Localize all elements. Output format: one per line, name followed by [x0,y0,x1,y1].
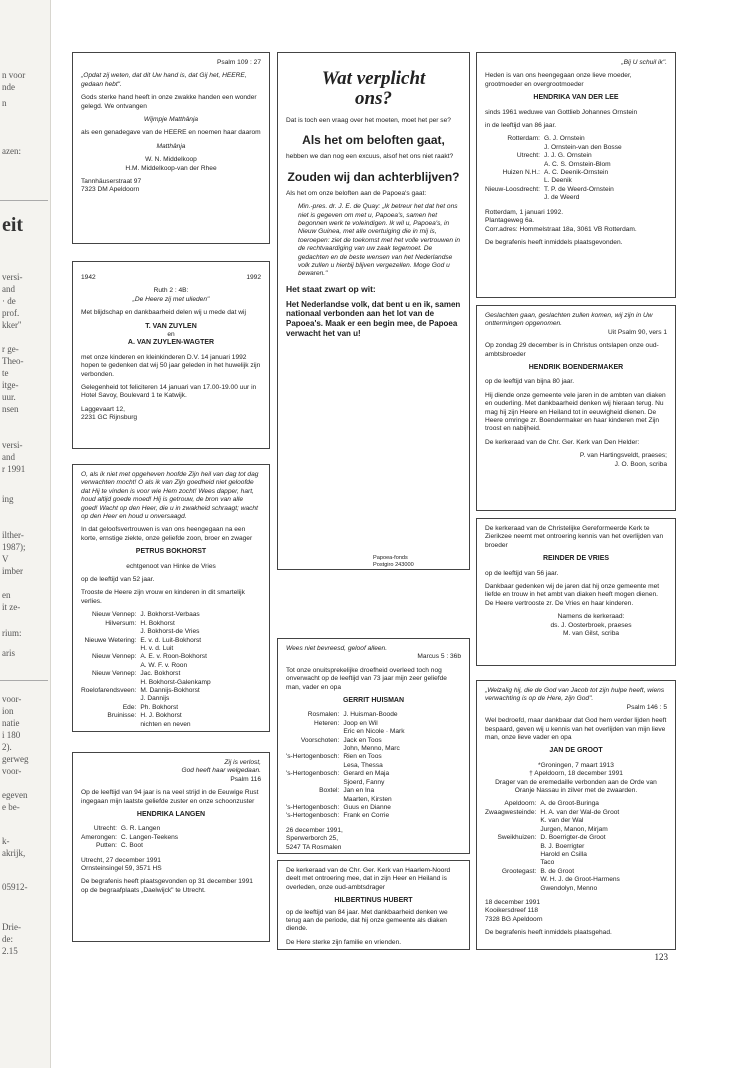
family-place [286,779,339,787]
body-text: Op zondag 29 december is in Christus ontslapen onze oud-ambtsbroeder [485,342,659,358]
family-place: Bruinisse: [107,712,137,720]
margin-fragment: V [2,554,9,564]
family-member: A. C. S. Ornstein-Blom [543,160,611,168]
family-member: Eric en Nicole · Mark [343,728,405,736]
margin-fragment: 2.15 [2,946,18,956]
deceased-name: REINDER DE VRIES [542,555,610,563]
deceased-name: JAN DE GROOT [549,747,603,755]
margin-fragment: akrijk, [2,848,26,858]
birth-announcement-middelkoop [72,52,270,244]
family-member: Gwendolyn, Menno [540,884,598,892]
body-text: Als het om onze beloften aan de Papoea's gaat: [286,189,427,197]
margin-fragment: te [2,368,9,378]
bible-reference: Ruth 2 : 4B: [153,287,189,295]
address-line: Corr.adres: Hommelstraat 18a, 3061 VB Rotterdam. [485,225,637,233]
family-member: J. Dannijs [140,695,170,703]
body-text: Hij diende onze gemeente vele jaren in de ambten van diaken en ouderling. Met dankbaarheid denken wij hieraan terug. Nu mag hij zijn Heere en Heiland tot in eeuwigheid dienen. De Heere omringe zr. Boendermaker en haar kinderen met Zijn troost en nabijheid. [485,391,666,433]
quote: Min.-pres. dr. J. E. de Quay: „Ik betreur het dat het ons niet is gegeven om met u, Papoea's, samen het begonnen werk te voleindigen. Ik wil u, Papoea's, in Nieuw Guinea, met alle overtuiging die in mij is, toeroepen: ziet de toekomst met het volle vertrouwen in de rechtvaardiging van uw zaak tegemoet. De gedachten en de beste wensen van het Nederlandse volk zullen u hierbij blijven vergezellen. Moge God u bewaren." [298,203,461,278]
margin-fragment: versi- [2,272,23,282]
address-line: 5247 TA Rosmalen [286,843,342,851]
quote: „Opdat zij weten, dat dit Uw hand is, dat Gij het, HEERE, gedaan hebt". [81,72,247,88]
family-place [485,851,536,859]
person-name: A. VAN ZUYLEN-WAGTER [127,339,215,347]
anniversary-announcement-van-zuylen [72,261,270,449]
body-text: De Here sterke zijn familie en vrienden. [286,938,402,946]
margin-fragment: gerweg [2,754,29,764]
signature: ds. J. Oosterbroek, praeses [550,621,632,629]
family-member: Sjoerd, Fanny [343,778,385,786]
family-place: 's-Hertogenbosch: [286,803,340,811]
family-place [286,762,339,770]
margin-fragment: ilther- [2,530,24,540]
family-member: A. W. F. v. Roon [140,661,188,669]
family-place [485,843,536,851]
family-member: J. Huisman-Boode [343,711,398,719]
family-member: D. Boerrigter-de Groot [540,834,606,842]
appeal-subheading: Als het om beloften gaat, [302,133,445,148]
margin-fragment: nsen [2,404,19,414]
date-line: Utrecht, 27 december 1991 [81,856,161,864]
family-member: G. R. Langen [120,825,161,833]
margin-fragment: Theo- [2,356,24,366]
family-member: H. Bokhorst-Galenkamp [140,678,211,686]
bible-reference: Psalm 116 [230,775,261,783]
margin-fragment: 2). [2,742,12,752]
family-member: A. C. Deenik-Ornstein [543,169,609,177]
margin-fragment: i 180 [2,730,21,740]
fund-line: Papoea-fonds [373,555,408,561]
body-text: sinds 1961 weduwe van Gottlieb Johannes Ornstein [485,108,638,116]
fund-details [373,555,431,570]
margin-fragment: Drie- [2,922,21,932]
family-place: Rosmalen: [307,711,340,719]
date-line: 26 december 1991, [286,826,343,834]
family-place [81,628,136,636]
obituary-gerrit-huisman [277,638,470,854]
margin-fragment: de: [2,934,13,944]
body-text: De kerkeraad van de Chr. Ger. Kerk van Den Helder: [485,438,640,446]
family-place: Apeldoorn: [504,800,537,808]
family-member: Ph. Bokhorst [140,703,179,711]
family-place [485,859,536,867]
margin-fragment: itge- [2,380,19,390]
address-line: Ornsteinsingel 59, 3571 HS [81,865,162,873]
family-member: Jurgen, Manon, Mirjam [540,825,608,833]
divider [0,200,48,201]
family-place [485,826,536,834]
margin-fragment: prof. [2,308,20,318]
margin-fragment: uur. [2,392,16,402]
child-name: Matthânja [156,142,186,150]
family-place: Nieuwe Wetering: [84,636,137,644]
family-place: 's-Hertogenbosch: [286,770,340,778]
family-member: Jan en Ina [343,787,375,795]
body-text: Gods sterke hand heeft in onze zwakke handen een wonder gelegd. We ontvangen [81,94,257,110]
fund-line [373,569,431,570]
margin-fragment: natie [2,718,20,728]
obituary-reinder-de-vries [476,518,676,666]
body-text: Dat is toch een vraag over het moeten, moet het per se? [286,117,451,124]
spouse-line: echtgenoot van Hinke de Vries [126,562,216,570]
margin-fragment: voor- [2,766,22,776]
appeal-subheading: Het staat zwart op wit: [286,283,376,294]
quote: „Welzalig hij, die de God van Jacob tot zijn hulpe heeft, wiens verwachting is op de Here, zijn God". [485,687,665,703]
margin-fragment: n [2,98,7,108]
quote: „Bij U schuil ik". [621,59,667,66]
address-line: Tannhäuserstraat 97 [81,178,142,186]
family-member: K. van der Wal [540,817,584,825]
family-member: H. A. van der Wal-de Groot [540,808,620,816]
body-text: De kerkeraad van de Christelijke Gereformeerde Kerk te Zierikzee neemt met ontroering kennis van het overlijden van broeder [485,525,664,549]
family-place: Ede: [122,703,137,711]
family-member: J. de Weerd [543,194,580,202]
age-line: op de leeftijd van bijna 80 jaar. [485,378,575,386]
family-member: Lesa, Thessa [343,761,383,769]
family-list [485,800,667,892]
fund-line: Postgiro 243000 [373,561,414,568]
obituary-hendrika-langen [72,752,270,942]
quote: God heeft haar welgedaan. [181,767,261,775]
family-place: Utrecht: [93,825,117,833]
family-member: Joop en Wil [343,719,378,727]
family-member: H. v. d. Luit [140,644,174,652]
family-member: Gerard en Maja [343,770,390,778]
family-member: A. de Groot-Buringa [540,800,599,808]
margin-fragment: e be- [2,802,20,812]
family-member: G. J. Ornstein [543,135,585,143]
body-text: Tot onze onuitsprekelijke droefheid overleed toch nog onverwacht op de leeftijd van 73 jaar mijn zeer geliefde man, vader en opa [286,666,447,691]
family-place: Hilversum: [105,619,137,627]
signature: J. O. Boon, scriba [614,460,667,468]
family-place [485,177,540,185]
body-text: Gelegenheid tot feliciteren 14 januari van 17.00-19.00 uur in Hotel Savoy, Boulevard 1 te Katwijk. [81,384,257,400]
family-place: Roelofarendsveen: [81,686,137,694]
family-member: E. v. d. Luit-Bokhorst [140,636,202,644]
poem: O, als ik niet met opgeheven hoofde Zijn heil van dag tot dag verwachten mocht! O als ik van Zijn goedheid niet geloofde dat Hij te vinden is voor wie Hem zocht! Wees dapper, hart, houd altijd goede moed! Hij is getrouw, de bron van alle goed! Wacht op den Heer, die u in zwakheid schraagt; wacht op den Heer en houd u onversaagd. [81,471,259,521]
family-place [485,194,540,202]
footer-note: De begrafenis heeft inmiddels plaatsgehad. [485,929,612,937]
obituary-jan-de-groot [476,680,676,950]
margin-fragment: it ze- [2,602,21,612]
margin-fragment: r 1991 [2,464,26,474]
deceased-name: PETRUS BOKHORST [135,548,207,556]
death-line: † Apeldoorn, 18 december 1991 [529,770,623,778]
deceased-name: GERRIT HUISMAN [342,697,405,705]
body-text: op de leeftijd van 84 jaar. Met dankbaarheid denken we terug aan de periode, dat hij onze gemeente als diaken diende. [286,908,448,933]
margin-fragment: imber [2,566,23,576]
family-place: 's-Hertogenbosch: [286,812,340,820]
family-place: Rotterdam: [507,135,540,143]
family-place: Amerongen: [81,833,117,841]
body-text: hebben we dan nog een excuus, alsof het ons niet raakt? [286,153,454,161]
body-text: De kerkeraad van de Chr. Ger. Kerk van Haarlem-Noord deelt met ontroering mee, dat in zijn Heer en Heiland is overleden, onze oud-ambtsdrager [286,867,451,891]
family-member: A. E. v. Roon-Bokhorst [140,653,207,661]
child-name: Wijmpje Matthânja [143,116,199,124]
address-line: Plantageweg 6a. [485,217,535,225]
family-member: C. Boot [120,842,143,850]
body-text: Op de leeftijd van 94 jaar is na veel strijd in de Eeuwige Rust ingegaan mijn laatste geliefde zuster en onze schoonzuster [81,789,259,805]
margin-fragment: 05912- [2,882,28,892]
body-text: Heden is van ons heengegaan onze lieve moeder, grootmoeder en overgrootmoeder [485,72,632,88]
bible-reference: Psalm 146 : 5 [626,703,667,711]
margin-fragment: egeven [2,790,28,800]
margin-fragment: ion [2,706,14,716]
family-place: Grootegast: [501,867,537,875]
hand-logo [288,558,348,570]
appeal-call: Het Nederlandse volk, dat bent u en ik, samen nationaal verbonden aan het lot van de Papoea's. Maak er een begin mee, de Papoea verwacht het van u! [286,299,461,338]
family-member: C. Langen-Teekens [120,833,179,841]
parent-name: H.M. Middelkoop-van der Rhee [125,164,217,172]
address-line: 7328 BG Apeldoorn [485,915,543,923]
family-place: Putten: [96,842,117,850]
family-place [81,645,136,653]
family-place: Nieuw-Loosdrecht: [485,185,540,193]
family-place [81,662,136,670]
family-member: J. J. G. Ornstein [543,152,592,160]
margin-fragment: voor- [2,694,22,704]
year-end: 1992 [246,274,261,281]
family-member: John, Menno, Marc [343,745,400,753]
family-member: J. Bokhorst-de Vries [140,628,200,636]
family-member: J. Bokhorst-Verbaas [140,611,200,619]
quote: Zij is verlost, [224,759,261,766]
appeal-headline: Wat verplicht ons? [321,68,426,109]
age-line: in de leeftijd van 86 jaar. [485,122,557,130]
previous-page-margin [0,0,51,1068]
family-member: B. de Groot [540,867,575,875]
family-place: Nieuw Vennep: [92,611,137,619]
footer-note: De begrafenis heeft inmiddels plaatsgevonden. [485,238,623,246]
date-line: Rotterdam, 1 januari 1992. [485,208,564,216]
page-number: 123 [654,952,668,962]
family-member: Taco [540,859,555,867]
family-member: M. Dannijs-Bokhorst [140,686,200,694]
year-start: 1942 [81,274,96,281]
body-text: als een genadegave van de HEERE en noemen haar daarom [81,129,261,137]
family-place: Nieuw Vennep: [92,653,137,661]
family-place: 's-Hertogenbosch: [286,753,340,761]
family-member: Frank en Corrie [343,812,390,820]
family-place: Nieuw Vennep: [92,670,137,678]
family-list [81,611,261,729]
family-member: nichten en neven [140,720,191,728]
family-member: L. Deenik [543,177,572,185]
margin-fragment: k- [2,836,10,846]
family-place: Voorschoten: [300,736,340,744]
family-place: Heteren: [314,719,340,727]
family-place: Zwaagwesteinde: [485,808,537,816]
margin-fragment: n voor [2,70,26,80]
margin-fragment: rium: [2,628,22,638]
family-member: Jac. Bokhorst [140,670,181,678]
date-line: 18 december 1991 [485,898,540,906]
address-line: 2231 GC Rijnsburg [81,414,138,422]
margin-fragment: eit [2,214,24,236]
family-member: Jack en Toos [343,736,382,744]
family-place [485,144,540,152]
appeal-subheading: Zouden wij dan achterblijven? [287,169,460,184]
family-place: Utrecht: [516,152,540,160]
margin-fragment: en [2,590,11,600]
person-name: T. VAN ZUYLEN [145,322,197,330]
footer-note: De begrafenis heeft plaatsgevonden op 31 december 1991 op de begraafplaats „Daelwijck" te Utrecht. [81,878,253,894]
decoration-line: Drager van de eremedaille verbonden aan de Orde van Oranje Nassau in zilver met de zwaarden. [495,778,657,795]
bible-reference: Marcus 5 : 36b [417,653,461,661]
body-text: Trooste de Heere zijn vrouw en kinderen in dit smartelijk verlies. [81,589,245,605]
family-member: T. P. de Weerd-Ornstein [543,185,614,193]
family-place: Huizen N.H.: [502,169,540,177]
family-place [485,885,536,893]
family-list [485,135,667,202]
family-member: Maarten, Kirsten [343,795,392,803]
family-place [286,745,339,753]
margin-fragment: and [2,452,15,462]
quote: Geslachten gaan, geslachten zullen komen, wij zijn in Uw onttermingen opgenomen. [485,312,653,328]
margin-fragment: kker'' [2,320,22,330]
margin-fragment: aris [2,648,15,658]
family-place [81,679,136,687]
deceased-name: HENDRIK BOENDERMAKER [528,364,624,372]
margin-fragment: versi- [2,440,23,450]
family-member: B. J. Boerrigter [540,842,585,850]
bible-reference: Psalm 109 : 27 [217,59,261,66]
address-line: Laggevaart 12, [81,405,125,413]
family-member: Harold en Csilla [540,850,587,858]
family-place: Boxtel: [319,787,340,795]
margin-fragment: 1987); [2,542,26,552]
body-text: Met blijdschap en dankbaarheid delen wij u mede dat wij [81,309,246,317]
obituary-petrus-bokhorst [72,464,270,732]
deceased-name: HENDRIKA VAN DER LEE [533,94,619,102]
deceased-name: HILBERTINUS HUBERT [334,897,413,905]
bible-reference: Uit Psalm 90, vers 1 [608,328,667,336]
family-place [485,876,536,884]
margin-fragment: azen: [2,146,21,156]
parent-name: W. N. Middelkoop [145,156,197,164]
signature: M. van Gilst, scriba [562,630,620,638]
quote: Wees niet bevreesd, geloof alleen. [286,645,388,652]
margin-fragment: nde [2,82,15,92]
age-line: op de leeftijd van 52 jaar. [81,576,155,584]
family-member: H. J. Bokhorst [140,712,182,720]
obituary-hendrik-boendermaker [476,305,676,511]
family-place [485,161,540,169]
address-line: Sperwerborch 25, [286,835,339,843]
body-text: Wel bedroefd, maar dankbaar dat God hem verder lijden heeft bespaard, geven wij u kennis van het overlijden van mijn lieve man, onze lieve vader en opa [485,717,667,742]
family-member: Rien en Toos [343,753,382,761]
family-place: Sweikhuizen: [497,834,537,842]
body-text: In dat geloofsvertrouwen is van ons heengegaan na een korte, ernstige ziekte, onze geliefde zoon, broer en zwager [81,526,253,542]
body-text: met onze kinderen en kleinkinderen D.V. 14 januari 1992 hopen te gedenken dat wij 50 jaar geleden in het huwelijk zijn verbonden. [81,353,261,378]
family-place [485,817,536,825]
family-member: H. Bokhorst [140,619,175,627]
margin-fragment: and [2,284,15,294]
address-line: Kooikersdreef 118 [485,907,539,915]
family-place [286,728,339,736]
deceased-name: HENDRIKA LANGEN [136,811,206,819]
signature: P. van Hartingsveldt, praeses; [579,452,667,460]
body-text: Dankbaar gedenken wij de jaren dat hij onze gemeente met liefde en trouw in het ambt van diaken heeft mogen dienen. De Heere vertrooste zr. De Vries en haar kinderen. [485,583,660,607]
margin-fragment: r ge- [2,344,19,354]
obituary-hilbertinus-hubert [277,860,470,950]
papoea-appeal [277,52,470,570]
family-place [81,721,136,729]
address-line: 7323 DM Apeldoorn [81,186,140,194]
family-list [286,711,461,820]
birth-line: *Groningen, 7 maart 1913 [538,761,614,769]
margin-fragment: ing [2,494,14,504]
quote: „De Heere zij met ulieden" [132,295,210,303]
family-member: W. H. J. de Groot-Harmens [540,876,620,884]
conjunction: en [167,331,175,339]
family-list [81,825,261,850]
family-member: J. Ornstein-van den Bosse [543,143,622,151]
family-member: Guus en Dianne [343,803,391,811]
obituary-hendrika-van-der-lee [476,52,676,298]
divider [0,680,48,681]
signature: Namens de kerkeraad: [557,613,625,621]
margin-fragment: · de [2,296,16,306]
family-place [286,796,339,804]
age-line: op de leeftijd van 56 jaar. [485,569,559,577]
family-place [81,695,136,703]
